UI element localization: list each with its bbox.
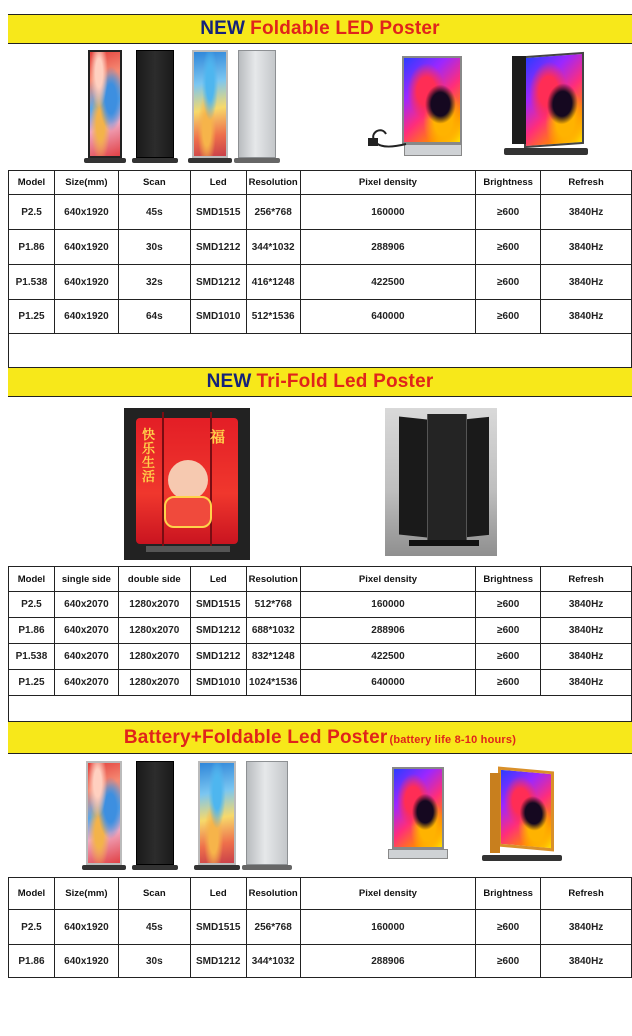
poster-base xyxy=(84,158,126,163)
table-cell: ≥600 xyxy=(476,945,541,978)
table-cell: 640x1920 xyxy=(54,300,118,334)
column-header: Scan xyxy=(118,878,190,910)
table-cell: 640x2070 xyxy=(54,670,118,696)
trifold-product-photos xyxy=(8,398,632,566)
table-cell: 640x1920 xyxy=(54,230,118,265)
table-row xyxy=(9,592,632,618)
poster-neon-angled-image xyxy=(498,767,554,852)
foldable-product-photos xyxy=(8,44,632,170)
banner-prefix: NEW xyxy=(200,18,246,39)
table-cell: SMD1212 xyxy=(190,265,246,300)
trifold-red-photo xyxy=(124,408,250,560)
table-cell: 288906 xyxy=(300,230,476,265)
table-cell: 640x2070 xyxy=(54,618,118,644)
table-cell: 3840Hz xyxy=(541,910,632,945)
table-cell: P1.538 xyxy=(9,265,55,300)
poster-base xyxy=(132,158,178,163)
table-cell: SMD1212 xyxy=(190,945,246,978)
column-header: Refresh xyxy=(541,171,632,195)
table-cell: P1.86 xyxy=(9,945,55,978)
poster-base xyxy=(132,865,178,870)
table-cell: 45s xyxy=(118,910,190,945)
table-cell: 3840Hz xyxy=(541,618,632,644)
table-cell: P1.25 xyxy=(9,300,55,334)
column-header: Scan xyxy=(118,171,190,195)
table-cell: P2.5 xyxy=(9,195,55,230)
section-spacer xyxy=(8,695,632,721)
table-cell: 416*1248 xyxy=(246,265,300,300)
poster-neon-angled-image xyxy=(524,52,584,148)
trifold-spec-table xyxy=(8,566,632,696)
poster-graphic-text: 生活 xyxy=(142,455,156,484)
table-cell: P1.86 xyxy=(9,230,55,265)
table-cell: 640000 xyxy=(300,300,476,334)
banner-title: Tri-Fold Led Poster xyxy=(256,371,434,392)
table-cell: 160000 xyxy=(300,592,475,618)
table-cell: ≥600 xyxy=(476,195,541,230)
table-row xyxy=(9,618,632,644)
table-cell: 160000 xyxy=(300,195,476,230)
table-cell: ≥600 xyxy=(476,910,541,945)
table-cell: ≥600 xyxy=(476,265,541,300)
table-cell: 3840Hz xyxy=(541,945,632,978)
section-spacer xyxy=(8,333,632,367)
battery-product-photos xyxy=(8,755,632,877)
poster-neon-image xyxy=(402,56,462,144)
table-cell: SMD1010 xyxy=(190,300,246,334)
column-header: Resolution xyxy=(246,171,300,195)
column-header: double side xyxy=(118,567,190,592)
column-header: Refresh xyxy=(541,878,632,910)
table-cell: ≥600 xyxy=(476,644,541,670)
table-cell: 1280x2070 xyxy=(118,618,190,644)
power-cable-icon xyxy=(360,114,408,154)
table-header-row xyxy=(9,878,632,910)
table-cell: 640x1920 xyxy=(54,945,118,978)
table-cell: 30s xyxy=(118,945,190,978)
table-cell: 256*768 xyxy=(246,910,300,945)
table-cell: 640x2070 xyxy=(54,592,118,618)
poster-back-image xyxy=(136,761,174,865)
poster-stand xyxy=(388,849,448,859)
table-header-row xyxy=(9,567,632,592)
poster-base xyxy=(82,865,126,870)
poster-base xyxy=(188,158,232,163)
table-cell: 3840Hz xyxy=(541,195,632,230)
table-row xyxy=(9,910,632,945)
poster-side xyxy=(512,56,526,144)
poster-front-image xyxy=(88,50,122,158)
table-cell: 688*1032 xyxy=(246,618,300,644)
table-cell: 640x2070 xyxy=(54,644,118,670)
column-header: Size(mm) xyxy=(54,171,118,195)
column-header: Brightness xyxy=(476,878,541,910)
table-cell: 1280x2070 xyxy=(118,644,190,670)
table-cell: ≥600 xyxy=(476,592,541,618)
column-header: Led xyxy=(190,171,246,195)
poster-back-image xyxy=(246,761,288,865)
table-cell: ≥600 xyxy=(476,618,541,644)
table-row xyxy=(9,300,632,334)
banner-note: (battery life 8-10 hours) xyxy=(389,734,517,746)
column-header: Pixel density xyxy=(300,171,476,195)
table-row xyxy=(9,670,632,696)
table-cell: 512*1536 xyxy=(246,300,300,334)
table-cell: 3840Hz xyxy=(541,670,632,696)
table-cell: 3840Hz xyxy=(541,644,632,670)
column-header: Model xyxy=(9,567,55,592)
table-cell: 32s xyxy=(118,265,190,300)
poster-graphic-text: 快乐 xyxy=(142,427,156,456)
poster-front-image xyxy=(86,761,122,865)
table-cell: 3840Hz xyxy=(541,230,632,265)
poster-neon-image xyxy=(392,767,444,849)
table-cell: P2.5 xyxy=(9,592,55,618)
table-cell: SMD1212 xyxy=(190,644,246,670)
poster-base xyxy=(194,865,240,870)
table-cell: 256*768 xyxy=(246,195,300,230)
table-cell: 422500 xyxy=(300,644,475,670)
table-cell: 832*1248 xyxy=(246,644,300,670)
column-header: Pixel density xyxy=(300,878,476,910)
table-cell: ≥600 xyxy=(476,300,541,334)
table-cell: 640x1920 xyxy=(54,195,118,230)
cartoon-figure xyxy=(168,460,208,500)
poster-base xyxy=(504,148,588,155)
poster-stand xyxy=(404,144,462,156)
section-banner-foldable xyxy=(8,14,632,44)
table-cell: 45s xyxy=(118,195,190,230)
column-header: Model xyxy=(9,171,55,195)
table-cell: 344*1032 xyxy=(246,945,300,978)
poster-front-image xyxy=(198,761,236,865)
table-cell: SMD1010 xyxy=(190,670,246,696)
poster-base xyxy=(482,855,562,861)
table-header-row xyxy=(9,171,632,195)
poster-graphic-text: 福 xyxy=(210,429,226,446)
poster-front-image xyxy=(192,50,228,158)
table-row xyxy=(9,195,632,230)
banner-title: Battery+Foldable Led Poster xyxy=(123,726,388,748)
table-cell: SMD1515 xyxy=(190,195,246,230)
table-cell: 422500 xyxy=(300,265,476,300)
table-row xyxy=(9,265,632,300)
column-header: Resolution xyxy=(246,567,300,592)
table-cell: SMD1212 xyxy=(190,230,246,265)
table-cell: P2.5 xyxy=(9,910,55,945)
table-row xyxy=(9,945,632,978)
table-cell: SMD1212 xyxy=(190,618,246,644)
poster-back-image xyxy=(136,50,174,158)
column-header: Led xyxy=(190,878,246,910)
table-cell: 288906 xyxy=(300,618,475,644)
foldable-spec-table xyxy=(8,170,632,334)
column-header: Model xyxy=(9,878,55,910)
column-header: Size(mm) xyxy=(54,878,118,910)
table-cell: P1.538 xyxy=(9,644,55,670)
table-cell: 640x1920 xyxy=(54,265,118,300)
column-header: Brightness xyxy=(476,171,541,195)
column-header: Brightness xyxy=(476,567,541,592)
column-header: Refresh xyxy=(541,567,632,592)
column-header: Resolution xyxy=(246,878,300,910)
poster-side xyxy=(490,773,500,853)
table-cell: 160000 xyxy=(300,910,476,945)
poster-back-image xyxy=(238,50,276,158)
section-banner-trifold xyxy=(8,367,632,397)
table-cell: 3840Hz xyxy=(541,592,632,618)
table-cell: SMD1515 xyxy=(190,592,246,618)
table-cell: 1280x2070 xyxy=(118,592,190,618)
table-cell: 1024*1536 xyxy=(246,670,300,696)
trifold-black-photo xyxy=(385,408,497,556)
table-cell: P1.25 xyxy=(9,670,55,696)
table-cell: ≥600 xyxy=(476,230,541,265)
table-cell: ≥600 xyxy=(476,670,541,696)
table-row xyxy=(9,230,632,265)
banner-prefix: NEW xyxy=(206,371,252,392)
table-cell: 344*1032 xyxy=(246,230,300,265)
column-header: Pixel density xyxy=(300,567,475,592)
table-cell: 64s xyxy=(118,300,190,334)
table-cell: 512*768 xyxy=(246,592,300,618)
column-header: single side xyxy=(54,567,118,592)
table-cell: 640x1920 xyxy=(54,910,118,945)
table-cell: 30s xyxy=(118,230,190,265)
table-row xyxy=(9,644,632,670)
table-cell: 3840Hz xyxy=(541,300,632,334)
poster-base xyxy=(242,865,292,870)
battery-spec-table xyxy=(8,877,632,978)
column-header: Led xyxy=(190,567,246,592)
table-cell: 3840Hz xyxy=(541,265,632,300)
table-cell: 288906 xyxy=(300,945,476,978)
table-cell: P1.86 xyxy=(9,618,55,644)
table-cell: 1280x2070 xyxy=(118,670,190,696)
table-cell: SMD1515 xyxy=(190,910,246,945)
poster-base xyxy=(234,158,280,163)
banner-title: Foldable LED Poster xyxy=(250,18,440,39)
section-banner-battery xyxy=(8,721,632,754)
table-cell: 640000 xyxy=(300,670,475,696)
